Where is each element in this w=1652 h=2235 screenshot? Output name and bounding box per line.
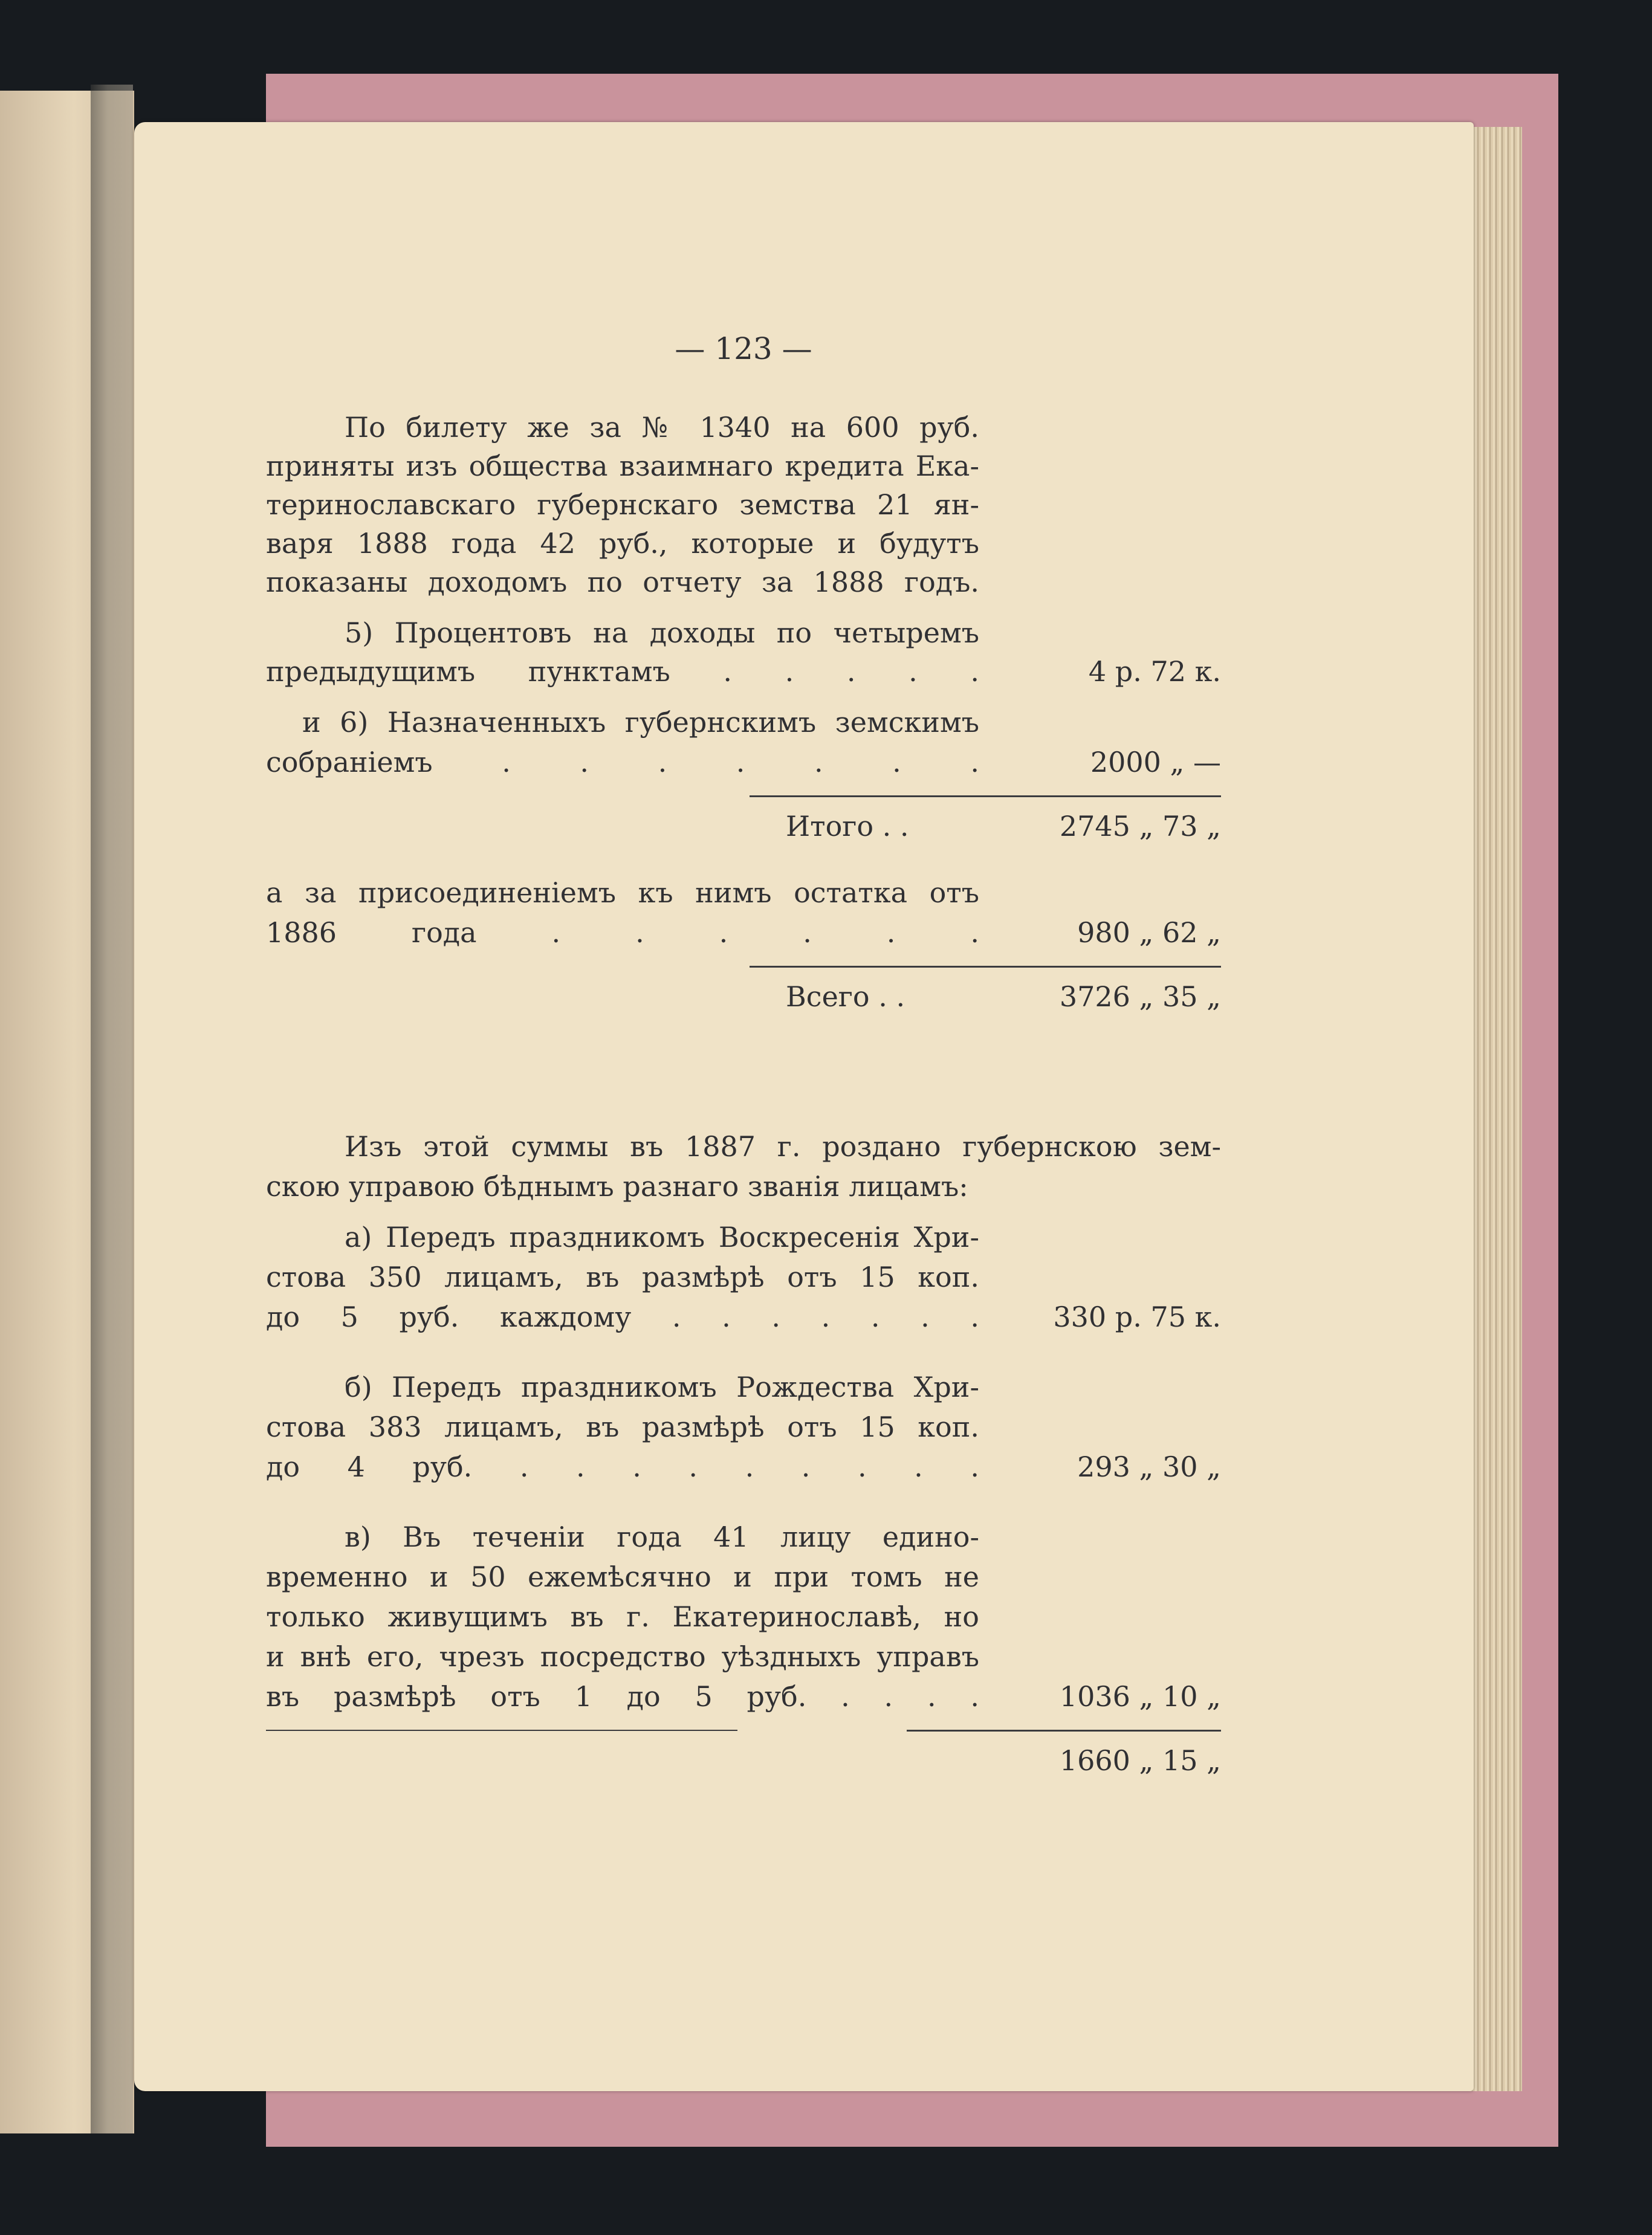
- amount: 980 „ 62 „: [1077, 916, 1221, 949]
- text-line: стова 383 лицамъ, въ размѣрѣ отъ 15 коп.: [266, 1411, 979, 1443]
- text-line: 1886 года . . . . . .: [266, 916, 979, 949]
- text-line: а) Передъ праздникомъ Воскресенія Хри-: [345, 1221, 979, 1253]
- text-line: и 6) Назначенныхъ губернскимъ земскимъ: [302, 706, 979, 739]
- text-line: Изъ этой суммы въ 1887 г. роздано губернскою зем-: [345, 1130, 1221, 1163]
- text-line: приняты изъ общества взаимнаго кредита Ека-: [266, 450, 979, 482]
- text-line: предыдущимъ пунктамъ . . . . .: [266, 655, 979, 688]
- text-line: стова 350 лицамъ, въ размѣрѣ отъ 15 коп.: [266, 1261, 979, 1293]
- text-line: временно и 50 ежемѣсячно и при томъ не: [266, 1561, 979, 1593]
- amount: 4 р. 72 к.: [1088, 655, 1221, 688]
- text-line: въ размѣрѣ отъ 1 до 5 руб. . . . .: [266, 1680, 979, 1713]
- amount: 330 р. 75 к.: [1053, 1301, 1221, 1333]
- text-line: теринославскаго губернскаго земства 21 ян-: [266, 488, 979, 521]
- text-line: показаны доходомъ по отчету за 1888 годъ.: [266, 566, 979, 598]
- sum-rule-left: [266, 1730, 737, 1731]
- text-line: в) Въ теченіи года 41 лицу едино-: [345, 1521, 979, 1553]
- text-line: варя 1888 года 42 руб., которые и будутъ: [266, 527, 979, 560]
- total-amount: 3726 „ 35 „: [1059, 980, 1221, 1013]
- text-line: и внѣ его, чрезъ посредство уѣздныхъ управъ: [266, 1640, 979, 1673]
- subtotal-label: Итого . .: [786, 810, 909, 843]
- total-label: Всего . .: [786, 980, 905, 1013]
- page-number: — 123 —: [675, 331, 812, 366]
- text-line: собраніемъ . . . . . . .: [266, 746, 979, 778]
- text-line: до 4 руб. . . . . . . . . .: [266, 1451, 979, 1483]
- text-line: только живущимъ въ г. Екатеринославѣ, но: [266, 1600, 979, 1633]
- amount: 2000 „ —: [1090, 746, 1221, 778]
- grand-total-amount: 1660 „ 15 „: [1059, 1744, 1221, 1777]
- text-line: 5) Процентовъ на доходы по четыремъ: [345, 616, 979, 649]
- book-spine-shadow: [91, 85, 133, 2133]
- text-line: скою управою бѣднымъ разнаго званія лицамъ:: [266, 1170, 968, 1203]
- text-line: до 5 руб. каждому . . . . . . .: [266, 1301, 979, 1333]
- amount: 293 „ 30 „: [1077, 1451, 1221, 1483]
- text-line: По билету же за № 1340 на 600 руб.: [345, 411, 979, 444]
- sum-rule-right: [907, 1730, 1221, 1732]
- subtotal-amount: 2745 „ 73 „: [1059, 810, 1221, 843]
- text-line: б) Передъ праздникомъ Рождества Хри-: [345, 1371, 979, 1403]
- amount: 1036 „ 10 „: [1059, 1680, 1221, 1713]
- text-line: а за присоединеніемъ къ нимъ остатка отъ: [266, 876, 979, 909]
- sum-rule: [750, 795, 1221, 797]
- sum-rule: [750, 966, 1221, 968]
